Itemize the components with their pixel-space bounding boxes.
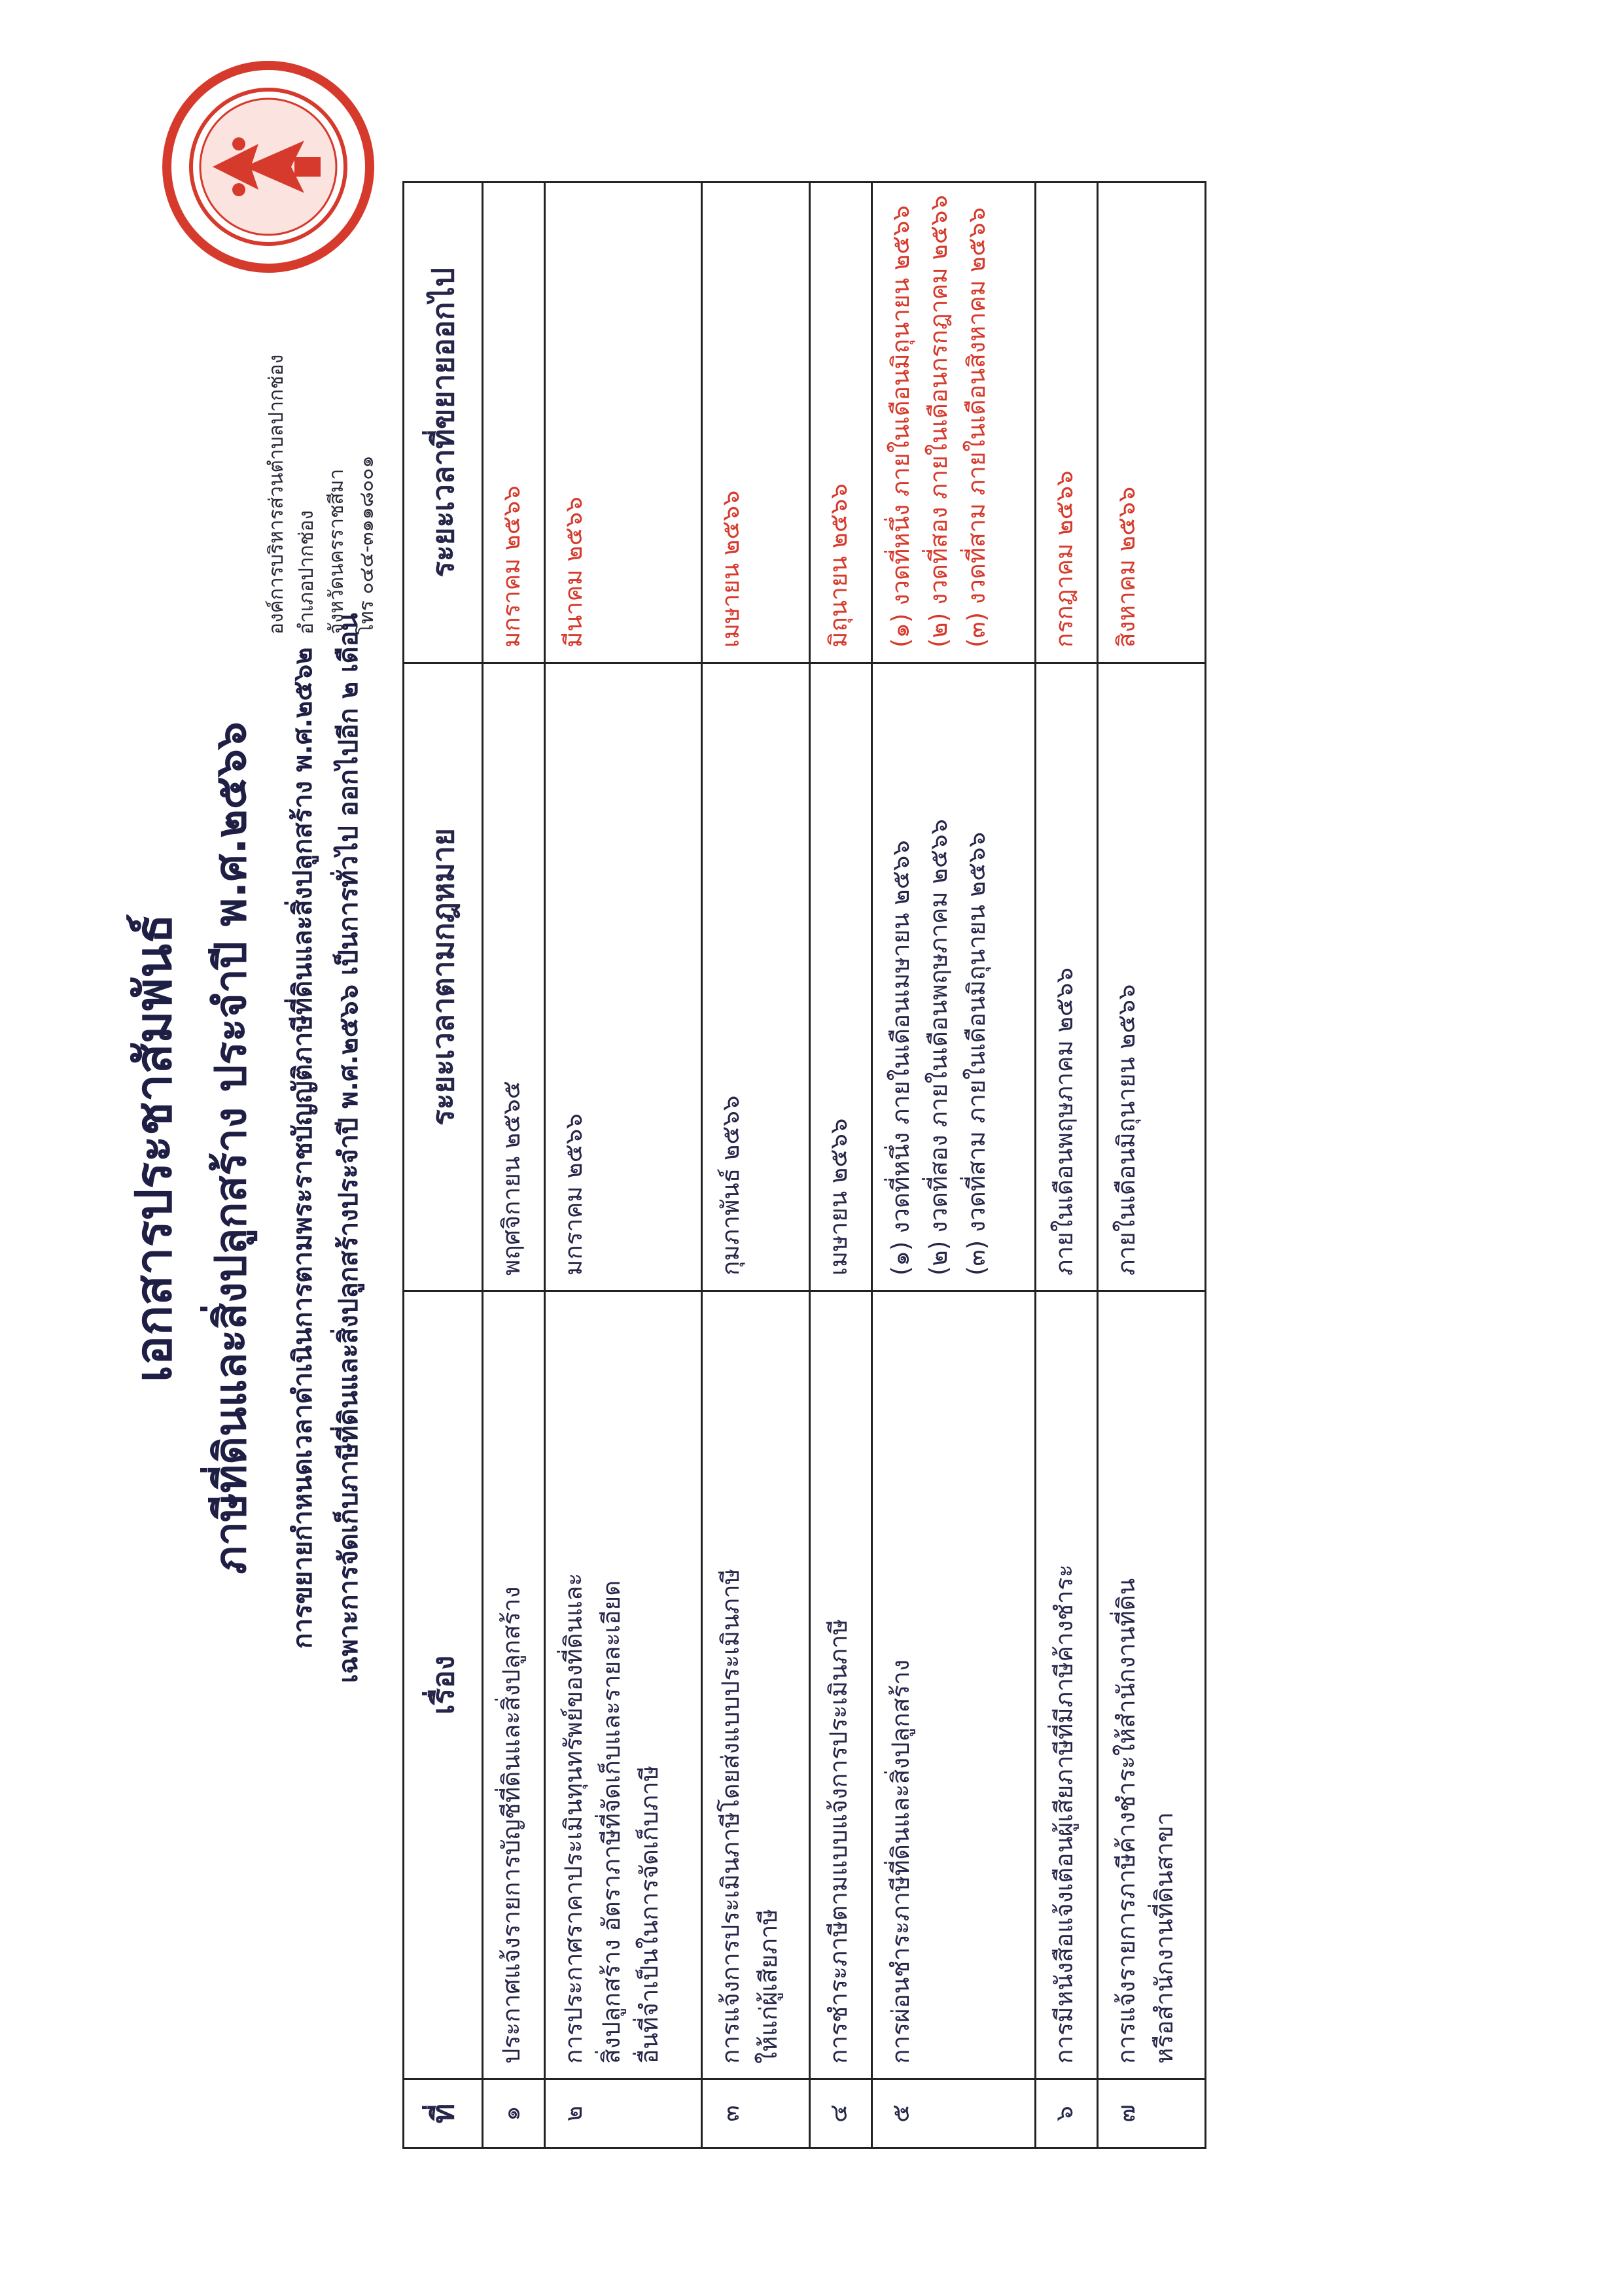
schedule-table [402,181,1206,2149]
table-header-row [404,183,483,2148]
row-no: ๓ [702,2079,810,2148]
row-topic [545,1291,702,2079]
row-legal-period [702,663,810,1291]
legal-line: พฤศจิกายน ๒๕๖๕ [497,1081,525,1276]
table-row [810,183,872,2148]
topic-line: การแจ้งการประเมินภาษีโดยส่งแบบประเมินภาษี [716,1569,745,2064]
row-legal-period [483,663,545,1291]
row-no: ๖ [1036,2079,1098,2148]
table-row [483,183,545,2148]
page-title: เอกสารประชาสัมพันธ์ [124,913,183,1383]
topic-line: การผ่อนชำระภาษีที่ดินและสิ่งปลูกสร้าง [887,1659,915,2064]
row-extended-period [545,183,702,663]
legal-line: ภายในเดือนพฤษภาคม ๒๕๖๖ [1050,967,1078,1276]
header-extended-period: ระยะเวลาที่ขยายออกไป [404,183,483,663]
extended-line: (๑) งวดที่หนึ่ง ภายในเดือนมิถุนายน ๒๕๖๖ [887,205,915,648]
org-line: อำเภอปากช่อง [295,510,318,635]
row-no: ๗ [1098,2079,1206,2148]
row-extended-period [702,183,810,663]
row-legal-period [872,663,1036,1291]
header-legal-period: ระยะเวลาตามกฎหมาย [404,663,483,1291]
topic-line: ประกาศแจ้งรายการบัญชีที่ดินและสิ่งปลูกสร้าง [497,1586,525,2064]
row-legal-period [545,663,702,1291]
org-line: โทร ๐๔๔-๓๑๑๘๐๐๑ [355,455,378,635]
legal-line: (๓) งวดที่สาม ภายในเดือนมิถุนายน ๒๕๖๖ [962,831,991,1276]
extended-line: สิงหาคม ๒๕๖๖ [1112,486,1140,648]
topic-line: สิ่งปลูกสร้าง อัตราภาษีที่จัดเก็บและรายละเอียด [597,1580,625,2064]
topic-line: หรือสำนักงานที่ดินสาขา [1150,1812,1178,2064]
extended-line: (๒) งวดที่สอง ภายในเดือนกรกฎาคม ๒๕๖๖ [924,195,953,648]
table-row [872,183,1036,2148]
topic-line: การแจ้งรายการภาษีค้างชำระให้สำนักงานที่ดิน [1112,1578,1140,2064]
row-extended-period [483,183,545,663]
row-extended-period [872,183,1036,663]
description-line-1: การขยายกำหนดเวลาดำเนินการตามพระราชบัญญัติภาษีที่ดินและสิ่งปลูกสร้าง พ.ศ.๒๕๖๒ [288,647,318,1649]
legal-line: กุมภาพันธ์ ๒๕๖๖ [716,1095,745,1276]
row-legal-period [810,663,872,1291]
table-row [1098,183,1206,2148]
row-topic [1036,1291,1098,2079]
row-no: ๔ [810,2079,872,2148]
topic-line: อื่นที่จำเป็นในการจัดเก็บภาษี [635,1765,663,2064]
topic-line: การประกาศราคาประเมินทุนทรัพย์ของที่ดินและ [559,1573,588,2064]
row-topic [702,1291,810,2079]
table-row [1036,183,1098,2148]
description-line-2: เฉพาะการจัดเก็บภาษีที่ดินและสิ่งปลูกสร้างประจำปี พ.ศ.๒๕๖๖ เป็นการทั่วไป ออกไปอีก ๒ เดือน [334,613,364,1683]
row-no: ๕ [872,2079,1036,2148]
row-no: ๒ [545,2079,702,2148]
legal-line: (๒) งวดที่สอง ภายในเดือนพฤษภาคม ๒๕๖๖ [924,819,953,1276]
legal-line: มกราคม ๒๕๖๖ [559,1113,588,1276]
org-line: จังหวัดนครราชสีมา [325,468,348,635]
row-topic [810,1291,872,2079]
extended-line: มกราคม ๒๕๖๖ [497,485,525,648]
row-legal-period [1036,663,1098,1291]
extended-line: มีนาคม ๒๕๖๖ [559,496,588,648]
row-topic [872,1291,1036,2079]
extended-line: (๓) งวดที่สาม ภายในเดือนสิงหาคม ๒๕๖๖ [962,207,991,648]
row-extended-period [810,183,872,663]
legal-line: (๑) งวดที่หนึ่ง ภายในเดือนเมษายน ๒๕๖๖ [887,840,915,1276]
page-subtitle: ภาษีที่ดินและสิ่งปลูกสร้าง ประจำปี พ.ศ.๒๕๖๖ [205,722,256,1574]
org-line: องค์การบริหารส่วนตำบลปากช่อง [265,354,288,635]
table-row [545,183,702,2148]
row-topic [1098,1291,1206,2079]
legal-line: เมษายน ๒๕๖๖ [824,1118,853,1276]
row-topic [483,1291,545,2079]
row-no: ๑ [483,2079,545,2148]
header-topic: เรื่อง [404,1291,483,2079]
row-extended-period [1098,183,1206,663]
row-legal-period [1098,663,1206,1291]
header-no: ที่ [404,2079,483,2148]
extended-line: มิถุนายน ๒๕๖๖ [824,483,853,648]
topic-line: การชำระภาษีตามแบบแจ้งการประเมินภาษี [824,1618,853,2064]
topic-line: ให้แก่ผู้เสียภาษี [754,1909,783,2064]
row-extended-period [1036,183,1098,663]
extended-line: เมษายน ๒๕๖๖ [716,490,745,648]
extended-line: กรกฎาคม ๒๕๖๖ [1050,470,1078,648]
topic-line: การมีหนังสือแจ้งเตือนผู้เสียภาษีที่มีภาษีค้างชำระ [1050,1564,1078,2064]
table-row [702,183,810,2148]
legal-line: ภายในเดือนมิถุนายน ๒๕๖๖ [1112,984,1140,1276]
